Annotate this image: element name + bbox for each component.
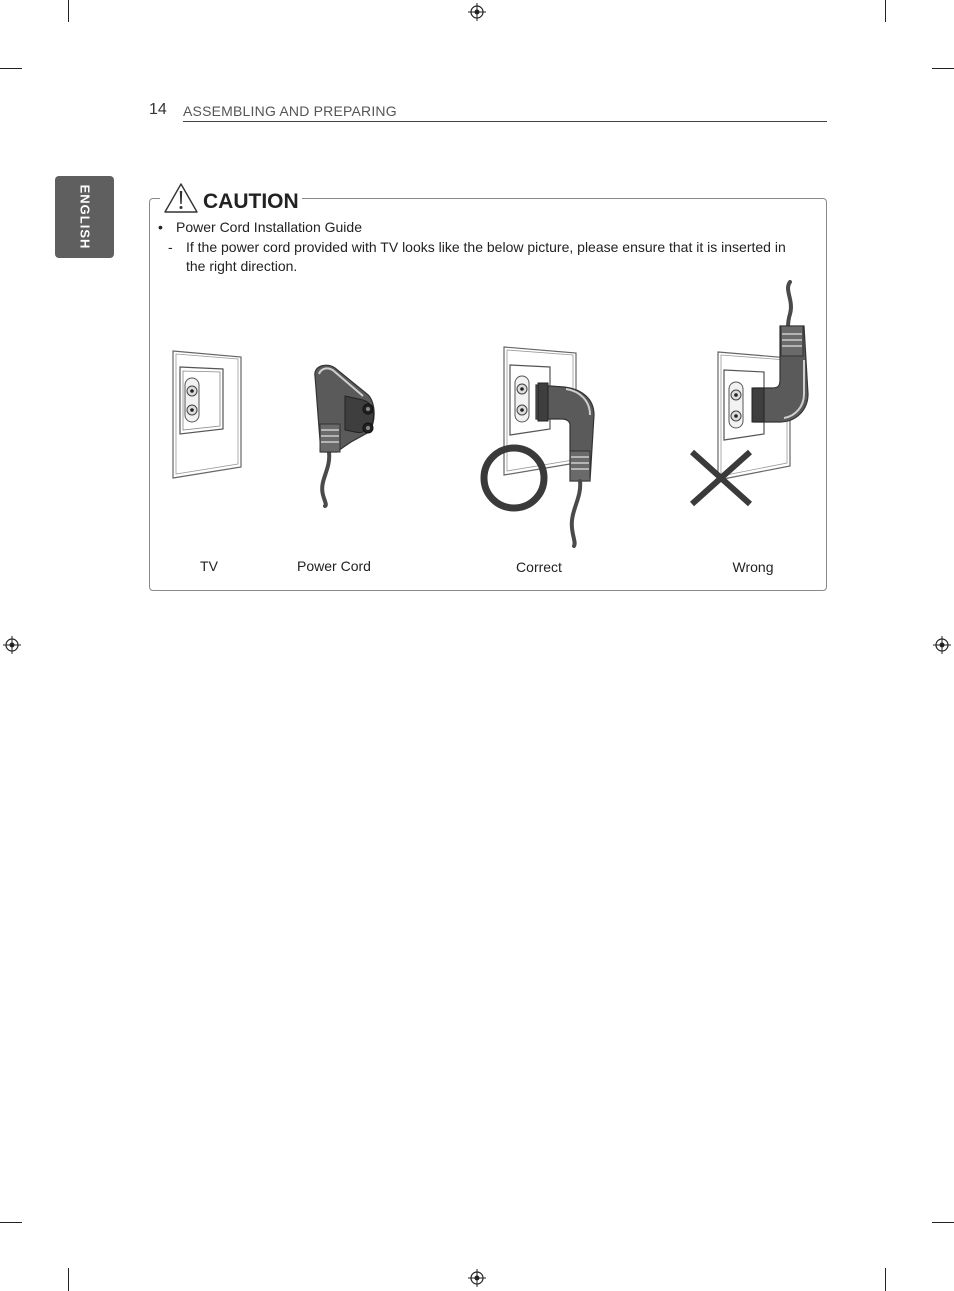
language-tab-label: ENGLISH <box>77 184 92 250</box>
wrong-illustration <box>686 276 816 511</box>
crop-mark <box>0 68 22 69</box>
tv-label: TV <box>200 558 218 574</box>
bullet-dot: • <box>158 219 163 235</box>
registration-mark-icon <box>933 636 951 654</box>
registration-mark-icon <box>468 1269 486 1287</box>
crop-mark <box>68 0 69 22</box>
registration-mark-icon <box>468 3 486 21</box>
header-rule <box>183 121 827 122</box>
caution-heading <box>160 174 302 214</box>
crop-mark <box>68 1268 69 1291</box>
bullet-text: Power Cord Installation Guide <box>176 219 362 235</box>
tv-socket-illustration <box>166 345 250 485</box>
wrong-label: Wrong <box>732 559 774 575</box>
sub-dash: - <box>168 239 173 255</box>
crop-mark <box>932 1222 954 1223</box>
section-title: ASSEMBLING AND PREPARING <box>183 103 397 119</box>
crop-mark <box>0 1222 22 1223</box>
correct-illustration <box>478 343 603 553</box>
power-cord-illustration <box>305 360 390 510</box>
warning-triangle-icon <box>163 182 199 214</box>
page-number: 14 <box>149 101 167 118</box>
correct-label: Correct <box>516 559 562 575</box>
crop-mark <box>885 1268 886 1291</box>
crop-mark <box>932 68 954 69</box>
language-tab <box>55 176 114 258</box>
crop-mark <box>885 0 886 22</box>
registration-mark-icon <box>3 636 21 654</box>
sub-text: If the power cord provided with TV looks like the below picture, please ensure that it is inserted in the right direction. <box>186 239 786 274</box>
power-cord-label: Power Cord <box>297 558 371 574</box>
caution-title: CAUTION <box>203 190 299 213</box>
